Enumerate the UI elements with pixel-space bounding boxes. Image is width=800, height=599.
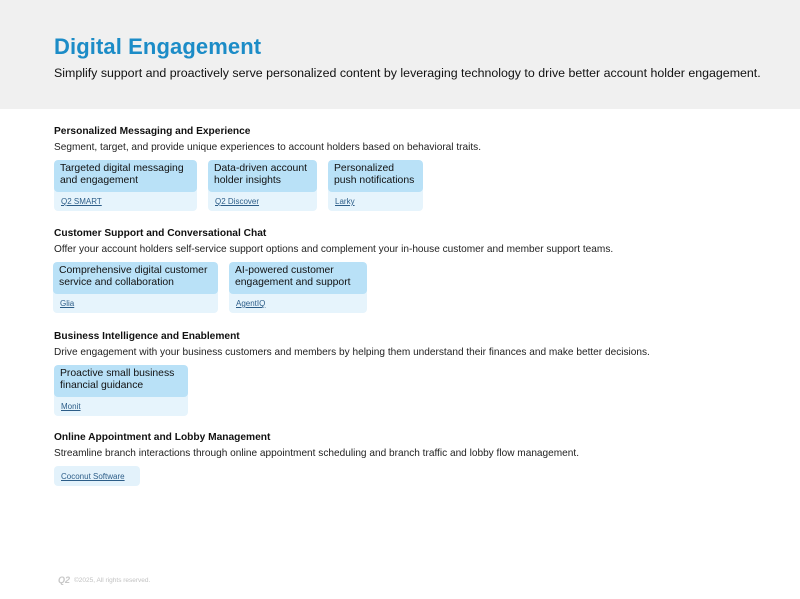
section-heading: Online Appointment and Lobby Management	[54, 432, 271, 443]
section-personalized-messaging	[54, 126, 481, 211]
solution-card	[229, 262, 367, 313]
page-footer	[58, 575, 150, 585]
section-description: Segment, target, and provide unique experiences to account holders based on behavioral traits.	[54, 142, 482, 153]
card-title: Proactive small business financial guidance	[54, 365, 188, 397]
vendor-link[interactable]: Monit	[61, 402, 81, 411]
solution-card	[54, 466, 140, 486]
section-heading: Personalized Messaging and Experience	[54, 126, 251, 137]
section-description: Streamline branch interactions through online appointment scheduling and branch traffic and lobby flow management.	[54, 448, 580, 459]
section-heading: Business Intelligence and Enablement	[54, 331, 240, 342]
solution-card	[54, 365, 188, 416]
card-title: Comprehensive digital customer service and collaboration	[53, 262, 218, 294]
vendor-link[interactable]: Glia	[60, 299, 75, 308]
card-title: Data-driven account holder insights	[208, 160, 317, 192]
card-row	[53, 262, 613, 313]
vendor-link[interactable]: Coconut Software	[61, 472, 125, 481]
vendor-link[interactable]: Larky	[335, 197, 355, 206]
copyright-text: ©2025, All rights reserved.	[74, 576, 151, 584]
section-heading: Customer Support and Conversational Chat	[54, 228, 267, 239]
section-description: Drive engagement with your business customers and members by helping them understand their finances and make better decisions.	[54, 347, 650, 358]
section-customer-support	[54, 228, 613, 313]
page-header	[0, 0, 800, 109]
solution-card	[328, 160, 423, 211]
vendor-link[interactable]: Q2 SMART	[61, 197, 102, 206]
section-description: Offer your account holders self-service support options and complement your in-house customer and member support teams.	[54, 244, 614, 255]
solution-card	[54, 160, 197, 211]
vendor-link[interactable]: Q2 Discover	[215, 197, 260, 206]
solution-card	[208, 160, 317, 211]
card-title: AI-powered customer engagement and support	[229, 262, 367, 294]
vendor-link[interactable]: AgentIQ	[236, 299, 266, 308]
card-row	[54, 466, 579, 486]
page-title: Digital Engagement	[54, 34, 262, 59]
q2-logo: Q2	[58, 575, 71, 585]
card-row	[54, 160, 481, 211]
section-online-appointment	[54, 432, 579, 486]
card-title: Targeted digital messaging and engagement	[54, 160, 197, 192]
card-title: Personalized push notifications	[328, 160, 423, 192]
solution-card	[53, 262, 218, 313]
section-business-intelligence	[54, 331, 650, 416]
card-row	[54, 365, 650, 416]
page-subtitle: Simplify support and proactively serve personalized content by leveraging technology to drive better account holder engagement.	[54, 66, 761, 80]
